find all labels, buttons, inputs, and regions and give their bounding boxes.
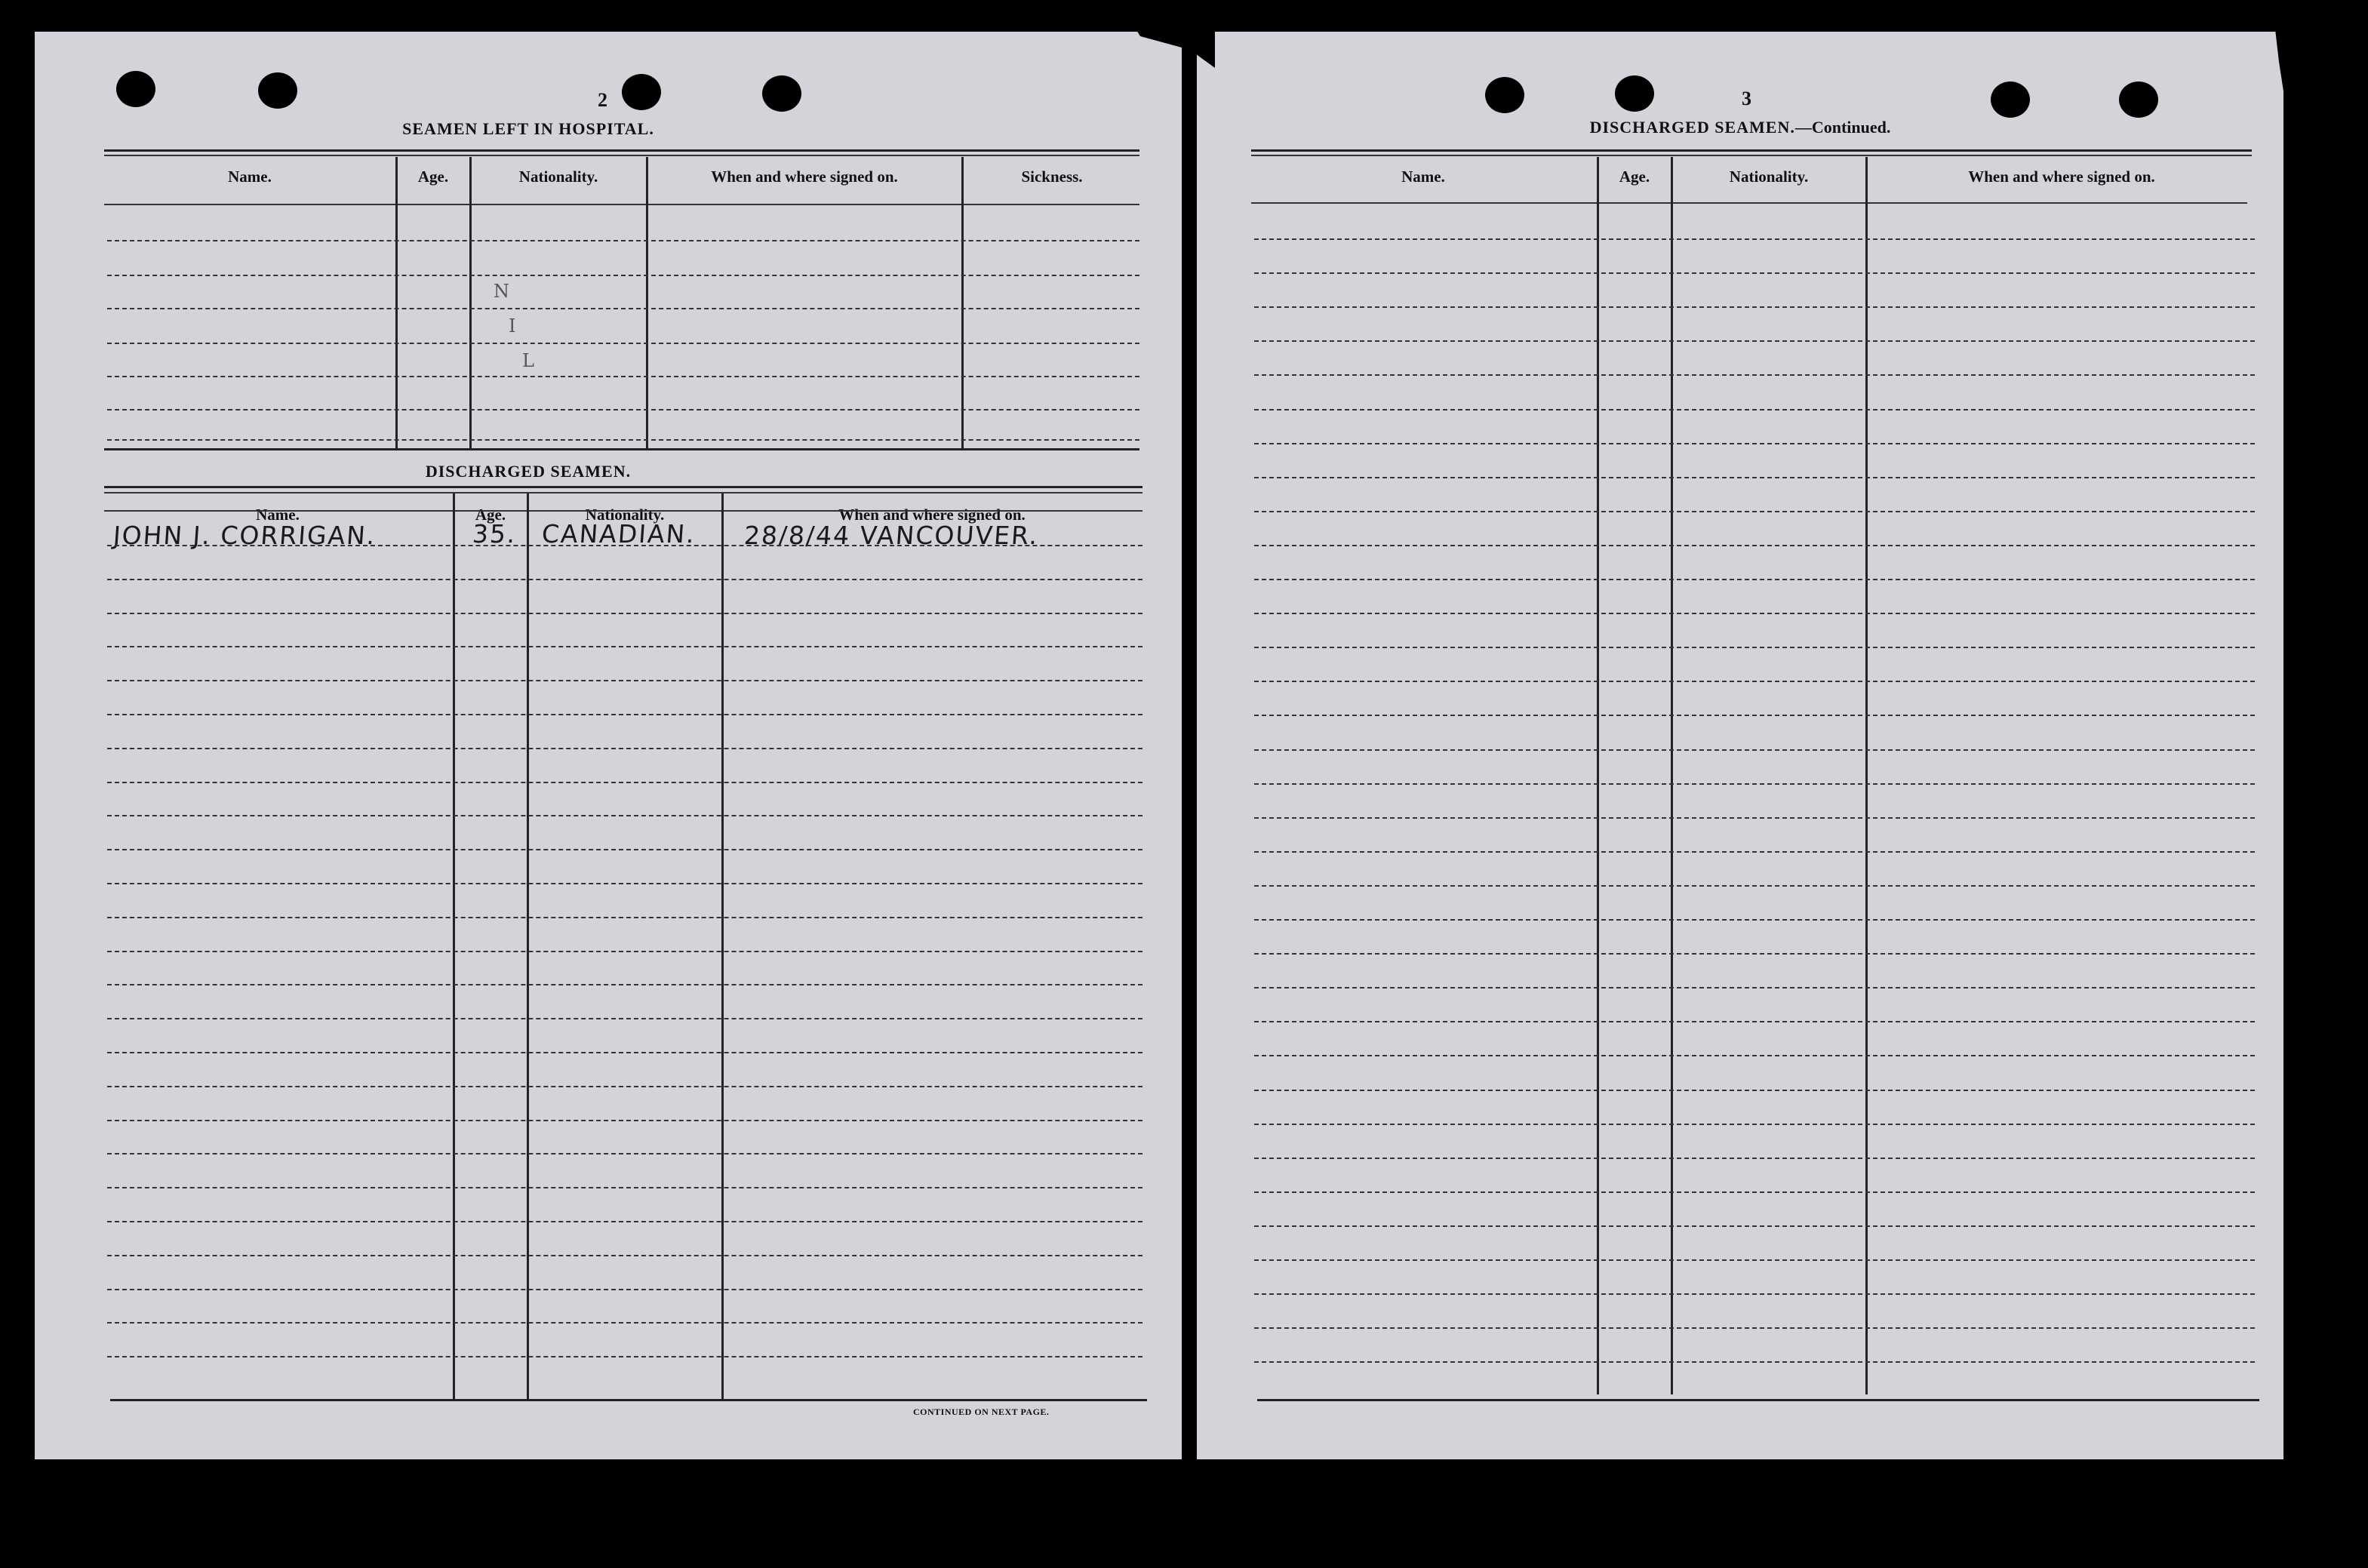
discharged-section-title: DISCHARGED SEAMEN. [425, 462, 632, 481]
row-rule [107, 680, 1142, 681]
page-number: 3 [1742, 88, 1751, 109]
stamp-letter: N [494, 281, 509, 302]
row-rule [107, 1120, 1142, 1121]
row-rule [107, 883, 1142, 884]
row-rule [1254, 1055, 2255, 1056]
row-rule [1254, 340, 2255, 342]
row-rule [1254, 511, 2255, 512]
col-header-signed-on: When and where signed on. [711, 168, 898, 186]
col-header-name: Name. [256, 506, 300, 524]
row-rule [107, 1356, 1142, 1357]
row-rule [107, 1221, 1142, 1222]
row-rule [107, 1153, 1142, 1154]
row-rule [1254, 306, 2255, 308]
row-rule [1254, 715, 2255, 716]
col-header-age: Age. [417, 168, 449, 186]
row-rule [1254, 817, 2255, 819]
row-rule [107, 646, 1142, 647]
row-rule [1254, 1293, 2255, 1295]
binder-hole [622, 74, 661, 110]
row-rule [107, 984, 1142, 985]
table-top-rule [104, 149, 1139, 152]
row-rule [107, 1086, 1142, 1087]
row-rule [107, 917, 1142, 918]
row-rule [1254, 545, 2255, 546]
row-rule [107, 1255, 1142, 1256]
row-rule [107, 545, 1142, 546]
row-rule [107, 1322, 1142, 1324]
table-row-signed-on: 28/8/44 VANCOUVER. [743, 521, 1040, 550]
row-rule [1254, 409, 2255, 410]
row-rule [1254, 1327, 2255, 1329]
row-rule [107, 849, 1142, 850]
row-rule [1254, 851, 2255, 853]
row-rule [1254, 1124, 2255, 1125]
row-rule [107, 951, 1142, 952]
row-rule [107, 1018, 1142, 1019]
row-rule [107, 1289, 1142, 1290]
col-header-name: Name. [1401, 168, 1445, 186]
table-row-age: 35. [471, 519, 518, 549]
col-header-sickness: Sickness. [1021, 168, 1083, 186]
col-header-nationality: Nationality. [585, 506, 665, 524]
row-rule [1254, 272, 2255, 274]
binder-hole [1485, 77, 1524, 113]
col-header-age: Age. [475, 506, 506, 524]
row-rule [1254, 238, 2255, 240]
row-rule [1254, 681, 2255, 682]
discharged-continued-title: DISCHARGED SEAMEN.—Continued. [1589, 118, 1891, 137]
row-rule [1254, 579, 2255, 580]
binder-hole [2119, 81, 2158, 118]
stamp-letter: I [509, 315, 516, 337]
col-header-age: Age. [1619, 168, 1650, 186]
row-rule [1254, 443, 2255, 444]
row-rule [1254, 647, 2255, 648]
row-rule [107, 782, 1142, 783]
binder-hole [116, 71, 155, 107]
table-row-nationality: CANADIAN. [540, 519, 697, 549]
row-rule [107, 613, 1142, 614]
row-rule [1254, 953, 2255, 955]
row-rule [1254, 749, 2255, 751]
hospital-section-title: SEAMEN LEFT IN HOSPITAL. [402, 119, 654, 138]
row-rule [107, 714, 1142, 715]
row-rule [1254, 987, 2255, 988]
row-rule [1254, 919, 2255, 921]
col-header-signed-on: When and where signed on. [838, 506, 1026, 524]
continued-note: CONTINUED ON NEXT PAGE. [913, 1407, 1050, 1417]
row-rule [1254, 783, 2255, 785]
binder-hole [1615, 75, 1654, 112]
binder-hole [1991, 81, 2030, 118]
row-rule [1254, 1158, 2255, 1159]
col-header-nationality: Nationality. [1729, 168, 1809, 186]
col-header-signed-on: When and where signed on. [1968, 168, 2155, 186]
row-rule [1254, 1225, 2255, 1227]
row-rule [1254, 613, 2255, 614]
row-rule [1254, 1090, 2255, 1091]
row-rule [1254, 1259, 2255, 1261]
right-page [1197, 32, 2283, 1459]
row-rule [1254, 1191, 2255, 1193]
row-rule [107, 579, 1142, 580]
row-rule [1254, 1021, 2255, 1022]
binder-hole [762, 75, 801, 112]
binder-hole [258, 72, 297, 109]
row-rule [107, 748, 1142, 749]
left-page [35, 32, 1182, 1459]
row-rule [107, 1052, 1142, 1053]
page-number: 2 [598, 89, 607, 111]
row-rule [1254, 1361, 2255, 1363]
row-rule [1254, 477, 2255, 478]
row-rule [107, 1187, 1142, 1188]
col-header-nationality: Nationality. [518, 168, 598, 186]
stamp-letter: L [522, 350, 534, 371]
table-row-name: JOHN J. CORRIGAN. [112, 521, 377, 550]
row-rule [1254, 885, 2255, 887]
col-header-name: Name. [228, 168, 272, 186]
row-rule [1254, 374, 2255, 376]
row-rule [107, 815, 1142, 816]
